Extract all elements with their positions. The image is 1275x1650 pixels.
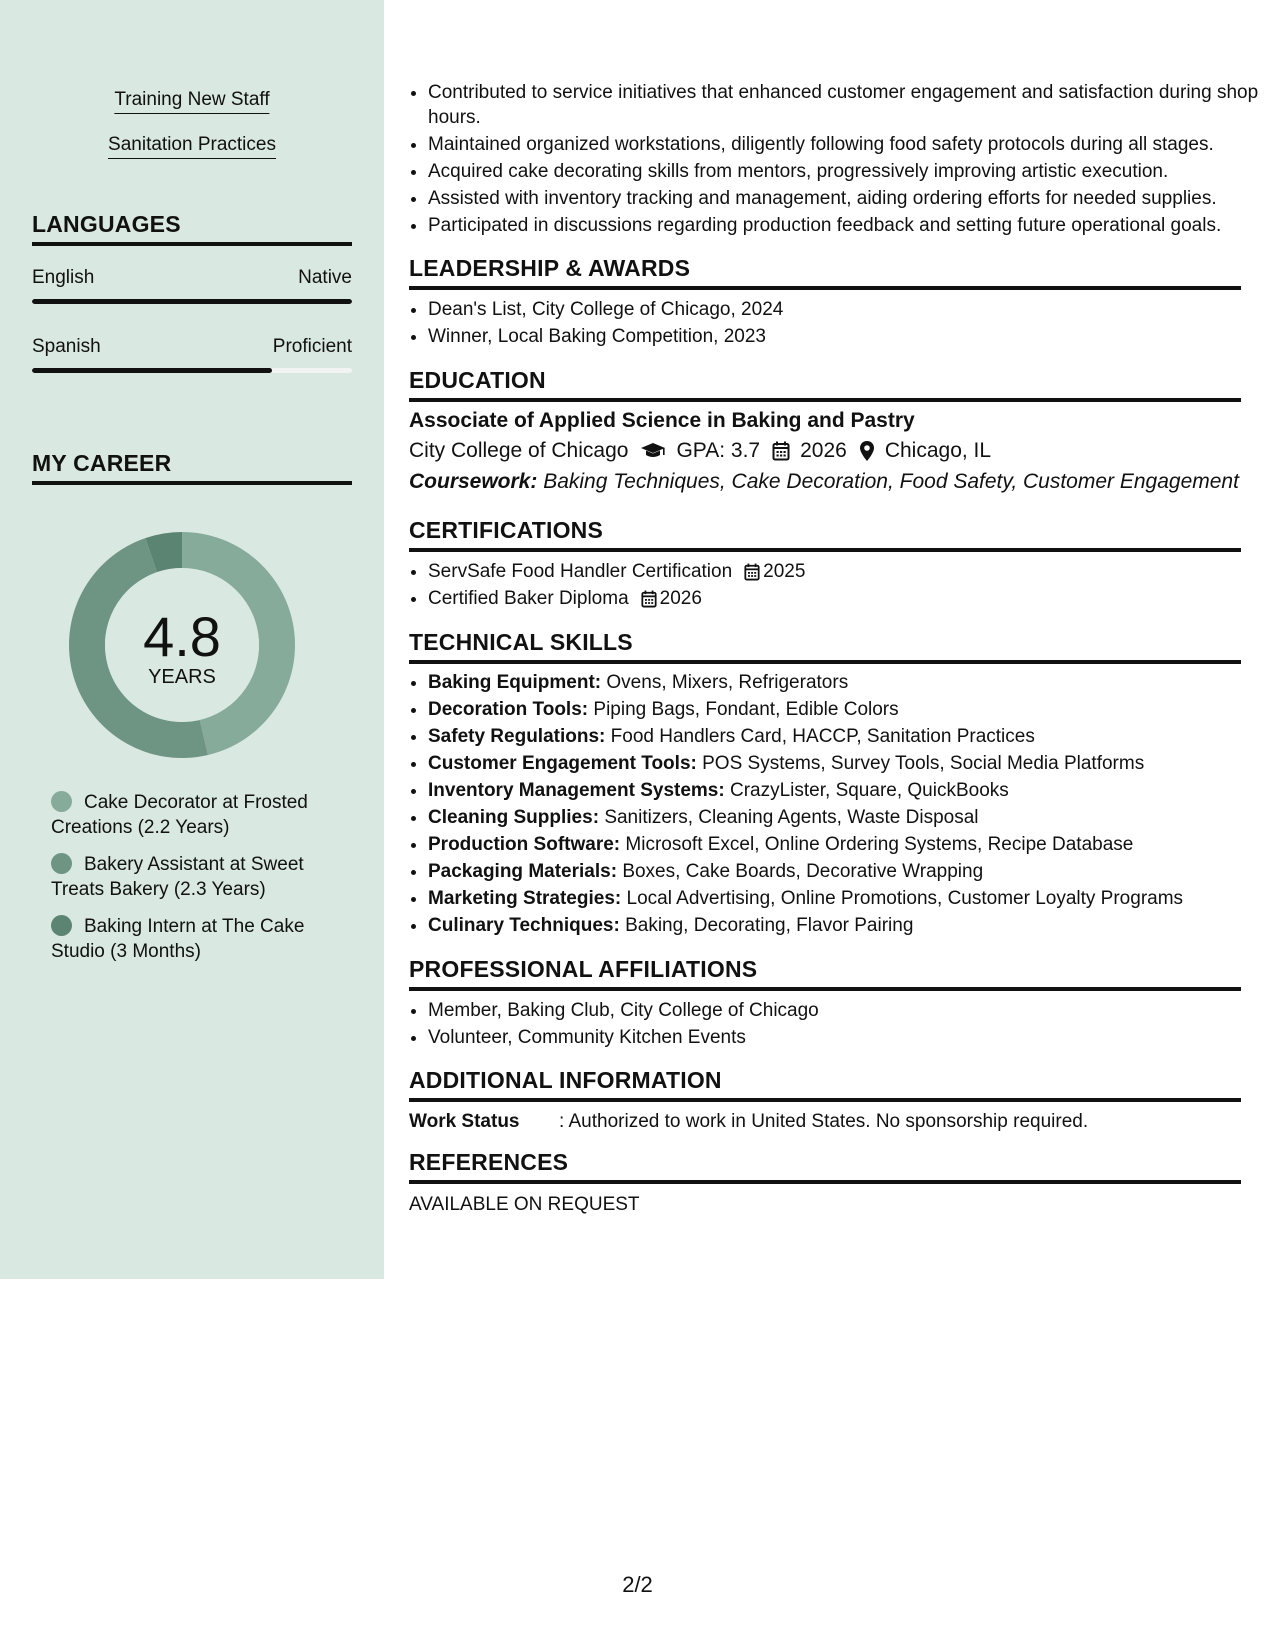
career-total-years: 4.8 bbox=[143, 605, 221, 668]
skill-values: Boxes, Cake Boards, Decorative Wrapping bbox=[622, 861, 984, 882]
skill-values: CrazyLister, Square, QuickBooks bbox=[729, 780, 1009, 801]
languages-heading: LANGUAGES bbox=[32, 210, 352, 246]
skill-label: Training New Staff bbox=[114, 88, 269, 114]
skill-values: Piping Bags, Fondant, Edible Colors bbox=[593, 699, 899, 720]
career-legend-item bbox=[51, 914, 341, 964]
technical-skills-heading: TECHNICAL SKILLS bbox=[409, 628, 1241, 664]
skill-category: Decoration Tools: bbox=[428, 699, 589, 720]
graduation-cap-icon bbox=[640, 442, 666, 460]
skill-category: Marketing Strategies: bbox=[428, 888, 622, 909]
language-name: English bbox=[32, 267, 95, 288]
affiliations-list bbox=[409, 998, 1260, 1052]
references-heading: REFERENCES bbox=[409, 1148, 1241, 1184]
language-proficiency-bar bbox=[32, 368, 352, 373]
skill-category: Baking Equipment: bbox=[428, 672, 602, 693]
skill-category: Packaging Materials: bbox=[428, 861, 618, 882]
skill-category: Safety Regulations: bbox=[428, 726, 606, 747]
school-name: City College of Chicago bbox=[409, 439, 629, 462]
leadership-item: • Winner, Local Baking Competition, 2023 bbox=[428, 324, 1260, 349]
experience-bullet: • Participated in discussions regarding production feedback and setting future operational goals. bbox=[428, 213, 1260, 238]
work-status-row bbox=[409, 1109, 1241, 1134]
language-proficiency-bar bbox=[32, 299, 352, 304]
experience-bullet: • Assisted with inventory tracking and management, aiding ordering efforts for needed supplies. bbox=[428, 186, 1260, 211]
technical-skill-item bbox=[428, 670, 1260, 695]
certification-year: 2026 bbox=[659, 588, 702, 609]
certification-year: 2025 bbox=[763, 561, 806, 582]
language-row bbox=[32, 266, 352, 290]
education-heading: EDUCATION bbox=[409, 366, 1241, 402]
skill-values: POS Systems, Survey Tools, Social Media Platforms bbox=[702, 753, 1145, 774]
experience-bullet: • Contributed to service initiatives that enhanced customer engagement and satisfaction during shop hours. bbox=[428, 80, 1260, 130]
language-proficiency-fill bbox=[32, 299, 352, 304]
certifications-heading: CERTIFICATIONS bbox=[409, 516, 1241, 552]
language-level: Native bbox=[298, 267, 352, 288]
affiliation-item: • Volunteer, Community Kitchen Events bbox=[428, 1025, 1260, 1050]
career-legend-dot bbox=[51, 791, 72, 812]
calendar-icon bbox=[772, 441, 790, 461]
work-status-value: : Authorized to work in United States. No sponsorship required. bbox=[559, 1111, 1089, 1132]
technical-skill-item bbox=[428, 832, 1260, 857]
degree-title: Associate of Applied Science in Baking and Pastry bbox=[409, 409, 915, 432]
calendar-icon bbox=[744, 563, 760, 581]
technical-skill-item bbox=[428, 724, 1260, 749]
graduation-year: 2026 bbox=[800, 439, 847, 462]
skill-category: Production Software: bbox=[428, 834, 621, 855]
certification-name: • Certified Baker Diploma bbox=[428, 588, 629, 609]
career-total-unit: YEARS bbox=[148, 666, 216, 688]
education-meta bbox=[409, 437, 1241, 465]
affiliations-heading: PROFESSIONAL AFFILIATIONS bbox=[409, 955, 1241, 991]
sidebar bbox=[0, 0, 384, 1279]
technical-skill-item bbox=[428, 886, 1260, 911]
coursework-list: Baking Techniques, Cake Decoration, Food Safety, Customer Engagement bbox=[543, 470, 1239, 493]
experience-bullet: • Acquired cake decorating skills from mentors, progressively improving artistic execution. bbox=[428, 159, 1260, 184]
skill-category: Culinary Techniques: bbox=[428, 915, 620, 936]
calendar-icon bbox=[641, 590, 657, 608]
skill-values: Baking, Decorating, Flavor Pairing bbox=[625, 915, 914, 936]
skill-values: Microsoft Excel, Online Ordering Systems, Recipe Database bbox=[625, 834, 1134, 855]
experience-bullet-list bbox=[409, 80, 1260, 240]
language-proficiency-fill bbox=[32, 368, 272, 373]
skill-values: Ovens, Mixers, Refrigerators bbox=[606, 672, 849, 693]
page-number: 2/2 bbox=[622, 1572, 653, 1597]
technical-skill-item bbox=[428, 913, 1260, 938]
experience-bullet: • Maintained organized workstations, diligently following food safety protocols during all stages. bbox=[428, 132, 1260, 157]
location-pin-icon bbox=[859, 440, 875, 462]
coursework bbox=[409, 468, 1241, 496]
skill-category: Customer Engagement Tools: bbox=[428, 753, 697, 774]
technical-skill-item bbox=[428, 697, 1260, 722]
skill-values: Sanitizers, Cleaning Agents, Waste Disposal bbox=[604, 807, 979, 828]
technical-skill-item bbox=[428, 859, 1260, 884]
additional-info-heading: ADDITIONAL INFORMATION bbox=[409, 1066, 1241, 1102]
certifications-list bbox=[409, 559, 1260, 613]
leadership-heading: LEADERSHIP & AWARDS bbox=[409, 254, 1241, 290]
skill-category: Inventory Management Systems: bbox=[428, 780, 725, 801]
technical-skills-list bbox=[409, 670, 1260, 940]
technical-skill-item bbox=[428, 778, 1260, 803]
school-location: Chicago, IL bbox=[884, 439, 992, 462]
gpa-value: GPA: 3.7 bbox=[676, 439, 761, 462]
skill-category: Cleaning Supplies: bbox=[428, 807, 600, 828]
leadership-list bbox=[409, 297, 1260, 351]
references-text: AVAILABLE ON REQUEST bbox=[409, 1194, 640, 1215]
technical-skill-item bbox=[428, 805, 1260, 830]
language-level: Proficient bbox=[272, 336, 352, 357]
language-row bbox=[32, 335, 352, 359]
technical-skill-item bbox=[428, 751, 1260, 776]
affiliation-item: • Member, Baking Club, City College of Chicago bbox=[428, 998, 1260, 1023]
career-legend-item bbox=[51, 852, 341, 902]
skill-label: Sanitation Practices bbox=[108, 133, 276, 159]
skill-item bbox=[32, 133, 352, 163]
career-legend-label: Cake Decorator at Frosted Creations (2.2 Years) bbox=[51, 792, 308, 838]
skill-values: Local Advertising, Online Promotions, Customer Loyalty Programs bbox=[626, 888, 1184, 909]
skill-item bbox=[32, 88, 352, 118]
certification-name: • ServSafe Food Handler Certification bbox=[428, 561, 733, 582]
career-legend-dot bbox=[51, 853, 72, 874]
certification-item bbox=[428, 559, 1260, 584]
career-heading: MY CAREER bbox=[32, 449, 352, 485]
language-name: Spanish bbox=[32, 336, 101, 357]
career-legend-dot bbox=[51, 915, 72, 936]
coursework-label: Coursework: bbox=[409, 470, 538, 493]
career-legend-label: Baking Intern at The Cake Studio (3 Months) bbox=[51, 916, 305, 962]
leadership-item: • Dean's List, City College of Chicago, 2024 bbox=[428, 297, 1260, 322]
certification-item bbox=[428, 586, 1260, 611]
skill-values: Food Handlers Card, HACCP, Sanitation Practices bbox=[610, 726, 1035, 747]
work-status-label: Work Status bbox=[409, 1111, 520, 1132]
career-legend-item bbox=[51, 790, 341, 840]
career-legend-label: Bakery Assistant at Sweet Treats Bakery (2.3 Years) bbox=[51, 854, 304, 900]
